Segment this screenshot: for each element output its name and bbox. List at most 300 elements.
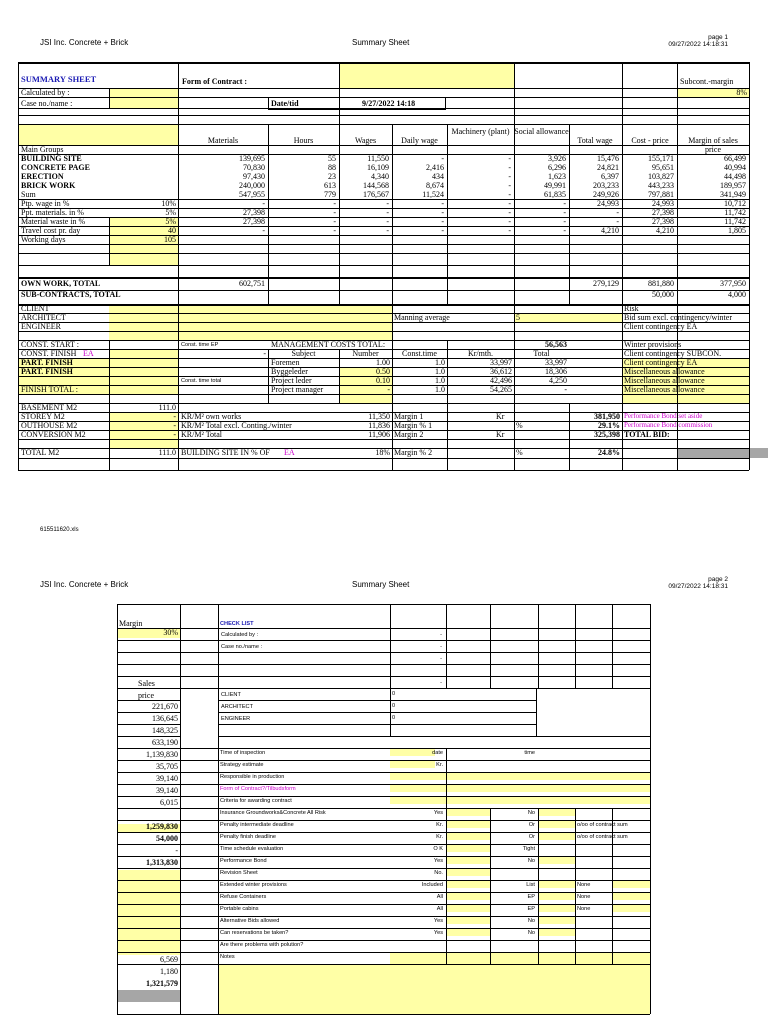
check-item-note: None: [577, 906, 591, 912]
mgmt-time[interactable]: 1.0: [435, 385, 445, 394]
info-label: TOTAL M2: [21, 448, 60, 457]
mgmt-time[interactable]: 1.0: [435, 367, 445, 376]
check-item-label: Revision Sheet: [220, 870, 258, 876]
row-value: 139,695: [239, 154, 265, 163]
row-value: -: [262, 199, 265, 208]
print-datetime: 09/27/2022 14:18:31: [668, 41, 728, 48]
row-percent[interactable]: 40: [168, 226, 176, 235]
check-item-note: o/oo of contract sum: [577, 834, 628, 840]
building-site-pct-label: BUILDING SITE IN % OF: [181, 448, 270, 457]
check-item-label: Penalty intermediate deadline: [220, 822, 294, 828]
check-item-label: Form of Contract?/Tilbudsform: [220, 786, 296, 792]
info-label: STOREY M2: [21, 412, 65, 421]
mgmt-kr-mth: 54,265: [490, 385, 512, 394]
bid-label: Bid sum excl. contingency/winter: [624, 313, 732, 322]
check-item-label: Time of inspection: [220, 750, 266, 756]
row-label: Ppt. materials. in %: [21, 208, 84, 217]
mgmt-header-number: Number: [352, 349, 379, 358]
margin-label: Margin: [119, 619, 143, 628]
const-finish-value[interactable]: -: [263, 349, 266, 358]
row-value: 23: [328, 172, 336, 181]
row-label: CONCRETE PAGE: [21, 163, 90, 172]
row-percent[interactable]: 5%: [165, 208, 176, 217]
grid-line: [117, 832, 650, 833]
row-label: Sum: [21, 190, 36, 199]
blank-dash-1: -: [440, 656, 442, 662]
check-item-label: Responsible in production: [220, 774, 285, 780]
check-item-label: Strategy estimate: [220, 762, 264, 768]
mgmt-subject: Project leder: [271, 376, 312, 385]
row-value: -: [333, 199, 336, 208]
check-item-option[interactable]: No: [527, 810, 535, 816]
blank-dash-2: -: [440, 680, 442, 686]
info-label: ENGINEER: [21, 322, 61, 331]
margin-1-value: 381,950: [594, 412, 620, 421]
row-value: 4,210: [656, 226, 674, 235]
grid-line: [117, 748, 650, 749]
check-item-label: Extended winter provisions: [220, 882, 287, 888]
mgmt-time[interactable]: 1.0: [435, 376, 445, 385]
info-label: ARCHITECT: [21, 313, 66, 322]
krm2-value: 11,350: [368, 412, 390, 421]
row-value: 797,881: [648, 190, 674, 199]
row-value: 144,568: [363, 181, 389, 190]
check-item-option[interactable]: Tight: [522, 846, 535, 852]
krm2-label: KR/M² Total: [181, 430, 223, 439]
row-value: -: [616, 217, 619, 226]
grid-line: [117, 892, 650, 893]
row-value: -: [508, 226, 511, 235]
grid-line: [446, 748, 447, 964]
check-item-value[interactable]: Yes: [433, 858, 443, 864]
row-value: 443,233: [648, 181, 674, 190]
mgmt-time[interactable]: 1.0: [435, 358, 445, 367]
check-item-value[interactable]: Yes: [433, 810, 443, 816]
check-item-value[interactable]: Kr.: [436, 822, 443, 828]
row-value: 27,398: [243, 208, 265, 217]
row-value: -: [386, 199, 389, 208]
row-value: 189,957: [720, 181, 746, 190]
main-groups-label: Main Groups: [21, 145, 64, 154]
col-wages: Wages: [354, 136, 377, 145]
row-value: -: [441, 199, 444, 208]
const-time-ep-label: Const. time EP: [181, 342, 219, 348]
row-label: OWN WORK, TOTAL: [21, 279, 101, 288]
row-value: 341,949: [720, 190, 746, 199]
margin-pct-2-unit: %: [516, 448, 523, 457]
check-item-option[interactable]: No: [527, 918, 535, 924]
case-no-p2: Case no./name :: [221, 644, 263, 650]
row-value: -: [508, 172, 511, 181]
date-tid-value: 9/27/2022 14:18: [362, 99, 416, 108]
mgmt-header-subject: Subject: [291, 349, 316, 358]
check-item-value[interactable]: date: [432, 750, 443, 756]
row-value: 16,109: [367, 163, 389, 172]
row-value: -: [441, 217, 444, 226]
check-item-value[interactable]: All: [436, 906, 443, 912]
row-percent[interactable]: 10%: [161, 199, 176, 208]
row-value: 66,499: [724, 154, 746, 163]
architect-value-p2: 0: [392, 703, 396, 709]
calculated-by-label: Calculated by :: [21, 88, 70, 97]
bid-label: Winter provisions: [624, 340, 682, 349]
check-item-option[interactable]: No: [527, 858, 535, 864]
const-finish-ea: EA: [83, 349, 94, 358]
row-value: -: [508, 199, 511, 208]
mgmt-kr-mth: 33,997: [490, 358, 512, 367]
info-label: CONST. START :: [21, 340, 79, 349]
grid-line: [117, 760, 650, 761]
sales-value: 6,015: [160, 798, 178, 807]
check-item-value[interactable]: Kr.: [436, 762, 443, 768]
mgmt-costs-total-label: MANAGEMENT COSTS TOTAL:: [271, 340, 386, 349]
mgmt-number[interactable]: 1.00: [376, 358, 390, 367]
row-percent[interactable]: 105: [164, 235, 176, 244]
doc-title-p2: Summary Sheet: [352, 580, 410, 589]
mgmt-total: 33,997: [545, 358, 567, 367]
mgmt-kr-mth: 36,612: [490, 367, 512, 376]
mgmt-subject: Project manager: [271, 385, 324, 394]
row-label: Travel cost pr. day: [21, 226, 81, 235]
bid-label: Risk: [624, 304, 639, 313]
sales-value: 221,670: [152, 702, 178, 711]
grid-line: [117, 712, 180, 713]
company-name: JSI Inc. Concrete + Brick: [40, 38, 129, 47]
mgmt-number[interactable]: 0.50: [376, 367, 390, 376]
bid-label: Client contingency SUBCON.: [624, 349, 722, 358]
krm2-label: KR/M² Total excl. Conting./winter: [181, 421, 292, 430]
grid-line: [117, 772, 650, 773]
row-value: -: [333, 208, 336, 217]
row-label: BRICK WORK: [21, 181, 76, 190]
grid-line: [117, 736, 180, 737]
bid-label: Performance Bond set aside: [624, 412, 703, 420]
row-value: -: [616, 208, 619, 217]
sales-value: 148,325: [152, 726, 178, 735]
col-hours: Hours: [293, 136, 314, 145]
row-value: 1,805: [728, 226, 746, 235]
bid-label: Miscellaneous allowance: [624, 376, 705, 385]
check-item-label: Are there problems with polution?: [220, 942, 304, 948]
mgmt-header-total: Total: [533, 349, 550, 358]
sales-54000: 54,000: [156, 834, 178, 843]
row-label: BUILDING SITE: [21, 154, 82, 163]
check-item-option[interactable]: No: [527, 930, 535, 936]
row-value: 24,993: [652, 199, 674, 208]
row-percent[interactable]: 5%: [165, 217, 176, 226]
company-name-p2: JSI Inc. Concrete + Brick: [40, 580, 129, 589]
row-value: 15,476: [597, 154, 619, 163]
row-value: 6,296: [548, 163, 566, 172]
check-item-option[interactable]: List: [526, 882, 535, 888]
outhouse-m2-value[interactable]: -: [173, 421, 176, 430]
check-item-option[interactable]: EP: [527, 906, 535, 912]
margin-unit: Kr: [496, 412, 505, 421]
sales-total-1: 1,259,830: [146, 822, 178, 831]
grid-line: [117, 856, 650, 857]
building-site-pct-value: 18%: [375, 448, 390, 457]
doc-title: Summary Sheet: [352, 38, 410, 47]
check-item-note: None: [577, 894, 591, 900]
check-item-option[interactable]: Or: [528, 834, 535, 840]
row-value: 1,623: [548, 172, 566, 181]
row-label: Material waste in %: [21, 217, 86, 226]
margin-label: Margin 1: [394, 412, 424, 421]
col-machinery: Machinery (plant): [451, 127, 510, 136]
grid-line: [117, 940, 650, 941]
grid-line: [117, 880, 650, 881]
margin-pct-2-label: Margin % 2: [394, 448, 433, 457]
check-item-option[interactable]: Or: [528, 822, 535, 828]
check-item-value[interactable]: No.: [434, 870, 443, 876]
row-value: 27,398: [243, 217, 265, 226]
row-value: -: [262, 226, 265, 235]
architect-label-p2: ARCHITECT: [221, 704, 254, 710]
info-label: CONST. FINISH: [21, 349, 77, 358]
sales-bottom-total: 1,321,579: [146, 979, 178, 988]
subcont-margin-label: Subcont.-margin: [680, 77, 734, 86]
row-value: 11,742: [724, 217, 746, 226]
grid-line: [538, 808, 539, 964]
check-item-value[interactable]: Yes: [433, 918, 443, 924]
row-value: 240,000: [239, 181, 265, 190]
building-site-pct-ea: EA: [284, 448, 295, 457]
row-value: 249,926: [593, 190, 619, 199]
engineer-label-p2: ENGINEER: [221, 716, 251, 722]
row-value: 4,000: [728, 290, 746, 299]
grid-line: [117, 964, 650, 965]
col-materials: Materials: [207, 136, 239, 145]
check-item-label: Notes: [220, 954, 235, 960]
grid-line: [117, 844, 650, 845]
summary-sheet-title: SUMMARY SHEET: [21, 74, 97, 84]
storey-m2-value[interactable]: -: [173, 412, 176, 421]
row-value: -: [386, 217, 389, 226]
mgmt-subject: Foremen: [271, 358, 300, 367]
col-total-wage: Total wage: [577, 136, 613, 145]
row-value: 155,171: [648, 154, 674, 163]
col-cost-price: Cost - price: [631, 136, 669, 145]
grid-line: [575, 808, 576, 964]
row-value: 279,129: [593, 279, 619, 288]
price-label: price: [138, 691, 154, 700]
info-label: PART. FINISH: [21, 358, 73, 367]
info-label: PART. FINISH: [21, 367, 73, 376]
row-label: SUB-CONTRACTS, TOTAL: [21, 290, 121, 299]
row-value: 95,651: [652, 163, 674, 172]
row-value: 61,835: [544, 190, 566, 199]
margin-pct-2-value: 24.8%: [598, 448, 620, 457]
date-tid-label: Date/tid: [271, 99, 299, 108]
row-value: 613: [324, 181, 336, 190]
row-value: -: [563, 208, 566, 217]
mgmt-total: 4,250: [549, 376, 567, 385]
mgmt-number[interactable]: 0.10: [376, 376, 390, 385]
row-value: -: [508, 208, 511, 217]
grid-line: [117, 700, 180, 701]
row-value: 27,398: [652, 217, 674, 226]
row-value: 4,340: [371, 172, 389, 181]
mgmt-number[interactable]: -: [387, 385, 390, 394]
row-value: -: [386, 208, 389, 217]
row-label: Ptp. wage in %: [21, 199, 70, 208]
print-datetime-p2: 09/27/2022 14:18:31: [668, 583, 728, 590]
mgmt-kr-mth: 42,496: [490, 376, 512, 385]
bid-label: TOTAL BID:: [624, 430, 670, 439]
row-value: 44,498: [724, 172, 746, 181]
grid-line: [117, 928, 650, 929]
file-name: 615511620.xls: [40, 527, 79, 533]
row-value: -: [508, 217, 511, 226]
check-item-value[interactable]: Yes: [433, 930, 443, 936]
engineer-value-p2: 0: [392, 715, 396, 721]
page-label-p2: page 2: [708, 576, 728, 583]
row-value: 547,955: [239, 190, 265, 199]
row-value: 8,674: [426, 181, 444, 190]
subcont-margin-value[interactable]: 8%: [736, 88, 747, 97]
row-value: 97,430: [243, 172, 265, 181]
sales-value: 1,139,830: [146, 750, 178, 759]
page-label: page 1: [708, 34, 728, 41]
calculated-by-p2: Calculated by :: [221, 632, 259, 638]
row-value: -: [386, 226, 389, 235]
bid-label: Miscellaneous allowance: [624, 367, 705, 376]
check-item-label: Insurance Groundworks&Concrete All Risk: [220, 810, 326, 816]
grid-line: [117, 808, 650, 809]
row-value: 377,950: [720, 279, 746, 288]
form-of-contract-label[interactable]: Form of Contract :: [182, 77, 248, 86]
info-label: FINISH TOTAL :: [21, 385, 78, 394]
row-value: 176,567: [363, 190, 389, 199]
sales-total-2: 1,313,830: [146, 858, 178, 867]
row-value: -: [441, 154, 444, 163]
mgmt-header-const-time: Const.time: [402, 349, 437, 358]
col-margin: Margin of sales price: [688, 136, 738, 154]
row-value: -: [563, 217, 566, 226]
row-value: 434: [432, 172, 444, 181]
grid-line: [612, 808, 613, 964]
mgmt-header-kr-mth: Kr/mth.: [467, 349, 494, 358]
row-value: 602,751: [239, 279, 265, 288]
col-daily-wage: Daily wage: [401, 136, 438, 145]
case-no-dash: -: [440, 644, 442, 650]
margin-unit: Kr: [496, 430, 505, 439]
row-value: 203,233: [593, 181, 619, 190]
grid-line: [117, 724, 180, 725]
sales-dash: -: [175, 846, 178, 855]
check-item-value[interactable]: O K: [433, 846, 443, 852]
check-item-option[interactable]: EP: [527, 894, 535, 900]
row-value: 4,210: [601, 226, 619, 235]
row-value: 11,524: [422, 190, 444, 199]
row-value: 24,993: [597, 199, 619, 208]
check-item-note: None: [577, 882, 591, 888]
info-label: BASEMENT M2: [21, 403, 78, 412]
row-value: 11,742: [724, 208, 746, 217]
row-value: -: [563, 226, 566, 235]
basement-m2-value[interactable]: 111.0: [158, 403, 176, 412]
manning-average-value[interactable]: 5: [516, 313, 520, 322]
case-no-label: Case no./name :: [21, 99, 73, 108]
check-item-label: Criteria for awarding contract: [220, 798, 292, 804]
client-label-p2: CLIENT: [221, 692, 241, 698]
row-value: 2,416: [426, 163, 444, 172]
margin-label: Margin % 1: [394, 421, 433, 430]
margin-value[interactable]: 30%: [163, 628, 178, 637]
sales-bottom: 1,180: [160, 967, 178, 976]
krm2-label: KR/M² own works: [181, 412, 242, 421]
margin-pct-1-value: 29.1%: [598, 421, 620, 430]
margin-label: Margin 2: [394, 430, 424, 439]
row-label: Working days: [21, 235, 66, 244]
row-value: 40,994: [724, 163, 746, 172]
row-value: 881,880: [648, 279, 674, 288]
check-item-value[interactable]: Included: [421, 882, 443, 888]
row-value: 24,821: [597, 163, 619, 172]
bid-label: Client contingency EA: [624, 358, 698, 367]
check-item-value[interactable]: Kr.: [436, 834, 443, 840]
row-value: 103,827: [648, 172, 674, 181]
row-label: ERECTION: [21, 172, 64, 181]
calculated-by-dash: -: [440, 632, 442, 638]
margin-2-value: 325,398: [594, 430, 620, 439]
margin-unit: %: [516, 421, 523, 430]
mgmt-total: -: [564, 385, 567, 394]
row-value: 6,397: [601, 172, 619, 181]
bid-label: Performance Bond commission: [624, 421, 713, 429]
check-item-label: Refuse Containers: [220, 894, 267, 900]
grid-line: [117, 820, 650, 821]
check-list-title: CHECK LIST: [220, 621, 254, 627]
check-item-label: Time schedule evaluation: [220, 846, 284, 852]
row-value: -: [563, 199, 566, 208]
check-item-note: o/oo of contract sum: [577, 822, 628, 828]
grid-line: [117, 952, 650, 953]
row-value: -: [333, 217, 336, 226]
grid-line: [117, 868, 650, 869]
conversion-m2-value[interactable]: -: [173, 430, 176, 439]
row-value: -: [508, 154, 511, 163]
bid-label: Miscellaneous allowance: [624, 385, 705, 394]
mgmt-costs-total-value: 56,563: [545, 340, 567, 349]
check-item-value[interactable]: All: [436, 894, 443, 900]
row-value: 3,926: [548, 154, 566, 163]
info-label: CONVERSION M2: [21, 430, 86, 439]
row-value: 55: [328, 154, 336, 163]
total-m2-value: 111.0: [158, 448, 176, 457]
bid-label: Client contingency EA: [624, 322, 698, 331]
info-label: OUTHOUSE M2: [21, 421, 78, 430]
check-item-label: Performance Bond: [220, 858, 267, 864]
row-value: 779: [324, 190, 336, 199]
row-value: -: [441, 226, 444, 235]
mgmt-total: 18,306: [545, 367, 567, 376]
sales-label: Sales: [138, 679, 155, 688]
row-value: 70,830: [243, 163, 265, 172]
sales-value: 39,140: [156, 774, 178, 783]
sales-value: 633,190: [152, 738, 178, 747]
col-social: Social allowance: [514, 127, 569, 136]
row-value: 11,550: [367, 154, 389, 163]
check-item-option[interactable]: time: [524, 750, 535, 756]
grid-line: [117, 796, 650, 797]
sales-value: 136,645: [152, 714, 178, 723]
row-value: -: [508, 163, 511, 172]
grid-line: [117, 904, 650, 905]
check-item-label: Portable cabins: [220, 906, 259, 912]
sales-value: 39,140: [156, 786, 178, 795]
row-value: -: [508, 181, 511, 190]
